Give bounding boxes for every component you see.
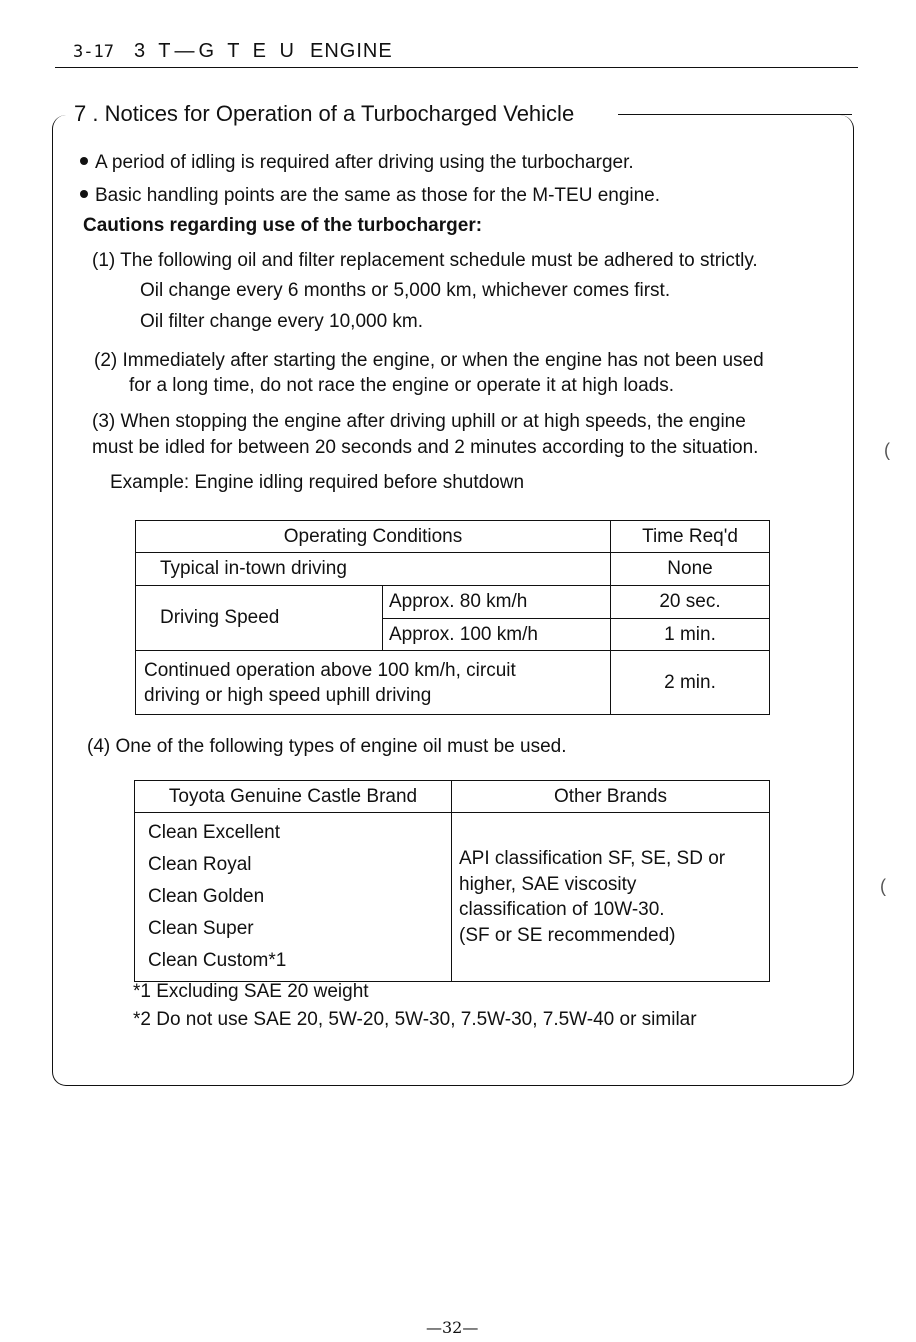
- table-row: [136, 553, 770, 586]
- table-row: [135, 781, 770, 813]
- table-row: [135, 813, 770, 982]
- section-title: 7 . Notices for Operation of a Turbocharged Vehicle: [68, 101, 580, 127]
- list-item: Clean Super: [148, 918, 254, 939]
- header-other-brands: Other Brands: [452, 781, 770, 813]
- page-header: [73, 40, 393, 63]
- condition-line: Continued operation above 100 km/h, circuit: [144, 659, 516, 681]
- item-1-filter-change: Oil filter change every 10,000 km.: [140, 311, 424, 332]
- condition-line: driving or high speed uphill driving: [144, 684, 432, 706]
- driving-speed-label: Driving Speed: [136, 586, 383, 651]
- margin-mark: (: [884, 440, 890, 460]
- list-item: Clean Golden: [148, 886, 265, 907]
- time-cell: 20 sec.: [611, 586, 770, 619]
- item-2-line-2: for a long time, do not race the engine or operate it at high loads.: [129, 375, 675, 396]
- margin-mark: (: [880, 876, 886, 896]
- bullet-icon: [80, 157, 88, 165]
- section-box-top-rule: [618, 114, 852, 115]
- list-item: Clean Excellent: [148, 822, 281, 843]
- other-brands-spec: [452, 813, 770, 982]
- item-3-example: Example: Engine idling required before shutdown: [110, 472, 525, 493]
- cautions-heading: Cautions regarding use of the turbocharger:: [83, 215, 483, 236]
- item-4-text: (4) One of the following types of engine oil must be used.: [87, 736, 567, 757]
- spec-line: higher, SAE viscosity: [459, 873, 637, 895]
- bullet-icon: [80, 190, 88, 198]
- page-number: —32—: [426, 1318, 479, 1337]
- oil-table: [134, 780, 770, 982]
- idling-table: [135, 520, 770, 715]
- header-rule: [55, 67, 858, 68]
- item-3-line-2: must be idled for between 20 seconds and 2 minutes according to the situation.: [92, 437, 759, 458]
- time-cell: None: [611, 553, 770, 586]
- item-3-line-1: (3) When stopping the engine after driving uphill or at high speeds, the engine: [92, 411, 746, 432]
- bullet-item: [80, 185, 660, 207]
- header-operating-conditions: Operating Conditions: [136, 521, 611, 553]
- bullet-text: Basic handling points are the same as those for the M-TEU engine.: [95, 185, 661, 206]
- footnote: *2 Do not use SAE 20, 5W-20, 5W-30, 7.5W-30, 7.5W-40 or similar: [133, 1009, 697, 1030]
- list-item: Clean Royal: [148, 854, 252, 875]
- speed-cell: Approx. 80 km/h: [383, 586, 611, 619]
- time-cell: 1 min.: [611, 619, 770, 651]
- footnote: *1 Excluding SAE 20 weight: [133, 981, 369, 1002]
- toyota-brand-list: [135, 813, 452, 982]
- bullet-item: [80, 152, 634, 174]
- spec-line: classification of 10W-30.: [459, 899, 665, 920]
- table-row: [136, 586, 770, 619]
- header-title: ENGINE: [310, 40, 393, 62]
- condition-cell: Typical in-town driving: [136, 553, 611, 586]
- condition-cell: [136, 651, 611, 715]
- spec-line: (SF or SE recommended): [459, 924, 676, 946]
- table-row: [136, 521, 770, 553]
- list-item: Clean Custom*1: [148, 950, 287, 971]
- speed-cell: Approx. 100 km/h: [383, 619, 611, 651]
- item-1-oil-change: Oil change every 6 months or 5,000 km, whichever comes first.: [140, 280, 671, 301]
- bullet-text: A period of idling is required after driving using the turbocharger.: [95, 152, 634, 173]
- item-1-text: (1) The following oil and filter replacement schedule must be adhered to strictly.: [92, 250, 758, 271]
- chapter-number: 3-17: [73, 42, 114, 62]
- engine-code: 3 T—G T E U: [133, 40, 298, 62]
- time-cell: 2 min.: [611, 651, 770, 715]
- table-row: [136, 651, 770, 715]
- item-2-line-1: (2) Immediately after starting the engine, or when the engine has not been used: [94, 350, 764, 371]
- header-time-required: Time Req'd: [611, 521, 770, 553]
- spec-line: API classification SF, SE, SD or: [459, 848, 726, 869]
- header-toyota-brand: Toyota Genuine Castle Brand: [135, 781, 452, 813]
